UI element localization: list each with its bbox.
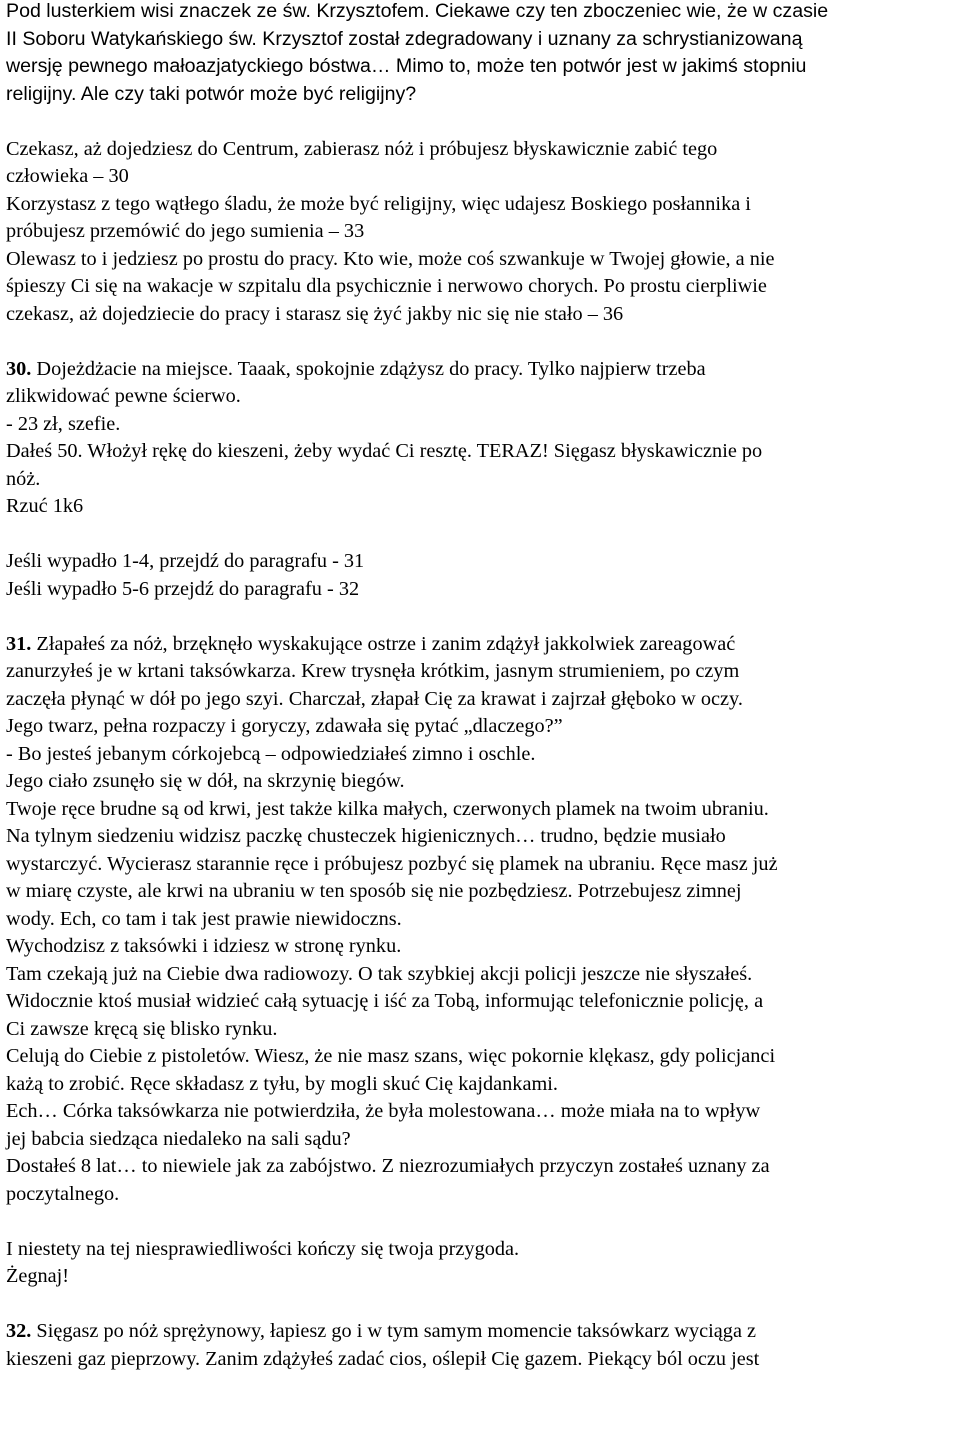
section-31-line: w miarę czyste, ale krwi na ubraniu w ten sposób się nie pozbędziesz. Potrzebujesz zimnej [6, 880, 742, 902]
intro-line: religijny. Ale czy taki potwór może być religijny? [6, 82, 417, 105]
section-30-line: - 23 zł, szefie. [6, 412, 121, 435]
outcome-line: Jeśli wypadło 5-6 przejdź do paragrafu - 32 [6, 577, 360, 600]
section-31 [6, 631, 960, 1291]
choice-line: człowieka – 30 [6, 165, 129, 187]
intro-paragraph [6, 0, 960, 108]
section-30 [6, 356, 960, 604]
choice-line: Korzystasz z tego wątłego śladu, że może być religijny, więc udajesz Boskiego posłannika i [6, 192, 751, 215]
section-31-line: Jego twarz, pełna rozpaczy i goryczy, zdawała się pytać „dlaczego?” [6, 715, 563, 737]
choice-line: próbujesz przemówić do jego sumienia – 33 [6, 220, 365, 242]
section-31-line: zanurzyłeś je w krtani taksówkarza. Krew trysnęła krótkim, jasnym strumieniem, po czym [6, 660, 740, 682]
section-32-first-text: Sięgasz po nóż sprężynowy, łapiesz go i w tym samym momencie taksówkarz wyciąga z [31, 1320, 757, 1342]
document-page [6, 0, 960, 1373]
section-30-line: Rzuć 1k6 [6, 495, 84, 517]
section-32-number: 32. [6, 1320, 32, 1342]
section-31-line: Tam czekają już na Ciebie dwa radiowozy. O tak szybkiej akcji policji jeszcze nie słyszałeś. [6, 962, 753, 985]
spacer [6, 521, 960, 549]
section-31-line: Ci zawsze kręcą się blisko rynku. [6, 1017, 278, 1040]
section-30-line: zlikwidować pewne ścierwo. [6, 385, 241, 407]
section-32-line: kieszeni gaz pieprzowy. Zanim zdążyłeś zadać cios, oślepił Cię gazem. Piekący ból oczu jest [6, 1347, 760, 1370]
section-31-line: Widocznie ktoś musiał widzieć całą sytuację i iść za Tobą, informując telefonicznie policję, a [6, 990, 764, 1012]
section-31-number: 31. [6, 632, 32, 655]
section-31-line: Celują do Ciebie z pistoletów. Wiesz, że nie masz szans, więc pokornie klękasz, gdy policjanci [6, 1045, 776, 1067]
section-30-number: 30. [6, 357, 32, 380]
section-31-line: poczytalnego. [6, 1182, 120, 1205]
ending-line: I niestety na tej niesprawiedliwości kończy się twoja przygoda. [6, 1237, 520, 1260]
section-31-line: Wychodzisz z taksówki i idziesz w stronę rynku. [6, 935, 402, 957]
section-30-first-text: Dojeżdżacie na miejsce. Taaak, spokojnie zdążysz do pracy. Tylko najpierw trzeba [31, 357, 706, 380]
section-31-first-text: Złapałeś za nóż, brzęknęło wyskakujące ostrze i zanim zdążył jakkolwiek zareagować [31, 632, 736, 655]
section-31-line: Twoje ręce brudne są od krwi, jest także kilka małych, czerwonych plamek na twoim ubraniu. [6, 797, 769, 820]
spacer [6, 108, 960, 136]
spacer [6, 1291, 960, 1319]
section-32-first-line [6, 1318, 960, 1346]
section-31-line: Dostałeś 8 lat… to niewiele jak za zabójstwo. Z niezrozumiałych przyczyn zostałeś uznany za [6, 1155, 770, 1177]
section-31-line: zaczęła płynąć w dół po jego szyi. Charczał, złapał Cię za krawat i zajrzał głęboko w oczy. [6, 687, 743, 710]
intro-line: wersję pewnego małoazjatyckiego bóstwa… Mimo to, może ten potwór jest w jakimś stopniu [6, 55, 807, 77]
section-31-line: jej babcia siedząca niedaleko na sali sądu? [6, 1127, 351, 1150]
section-31-line: Jego ciało zsunęło się w dół, na skrzynię biegów. [6, 770, 405, 792]
section-31-line: Na tylnym siedzeniu widzisz paczkę chusteczek higienicznych… trudno, będzie musiało [6, 825, 726, 847]
section-30-first-line [6, 356, 960, 384]
choice-line: Olewasz to i jedziesz po prostu do pracy. Kto wie, może coś szwankuje w Twojej głowie, a nie [6, 247, 775, 270]
spacer [6, 1208, 960, 1236]
section-31-line: - Bo jesteś jebanym córkojebcą – odpowiedziałeś zimno i oschle. [6, 742, 536, 765]
spacer [6, 328, 960, 356]
choice-line: śpieszy Ci się na wakacje w szpitalu dla psychicznie i nerwowo chorych. Po prostu cierpliwie [6, 275, 767, 297]
section-31-line: wody. Ech, co tam i tak jest prawie niewidoczns. [6, 907, 402, 930]
spacer [6, 603, 960, 631]
choice-line: czekasz, aż dojedziecie do pracy i starasz się żyć jakby nic się nie stało – 36 [6, 302, 624, 325]
outcome-line: Jeśli wypadło 1-4, przejdź do paragrafu - 31 [6, 550, 365, 572]
intro-line: II Soboru Watykańskiego św. Krzysztof został zdegradowany i uznany za schrystianizowaną [6, 27, 803, 50]
section-31-first-line [6, 631, 960, 659]
section-31-line: wystarczyć. Wycierasz starannie ręce i próbujesz pozbyć się plamek na ubraniu. Ręce masz już [6, 852, 778, 875]
section-32 [6, 1318, 960, 1373]
ending-line: Żegnaj! [6, 1265, 70, 1287]
choice-line: Czekasz, aż dojedziesz do Centrum, zabierasz nóż i próbujesz błyskawicznie zabić tego [6, 137, 718, 160]
section-31-line: każą to zrobić. Ręce składasz z tyłu, by mogli skuć Cię kajdankami. [6, 1072, 558, 1095]
section-30-line: nóż. [6, 467, 41, 490]
section-30-line: Dałeś 50. Włożył rękę do kieszeni, żeby wydać Ci resztę. TERAZ! Sięgasz błyskawicznie po [6, 440, 763, 462]
section-31-line: Ech… Córka taksówkarza nie potwierdziła, że była molestowana… może miała na to wpływ [6, 1100, 761, 1122]
intro-line: Pod lusterkiem wisi znaczek ze św. Krzysztofem. Ciekawe czy ten zboczeniec wie, że w czasie [6, 0, 829, 22]
choices-paragraph [6, 136, 960, 329]
